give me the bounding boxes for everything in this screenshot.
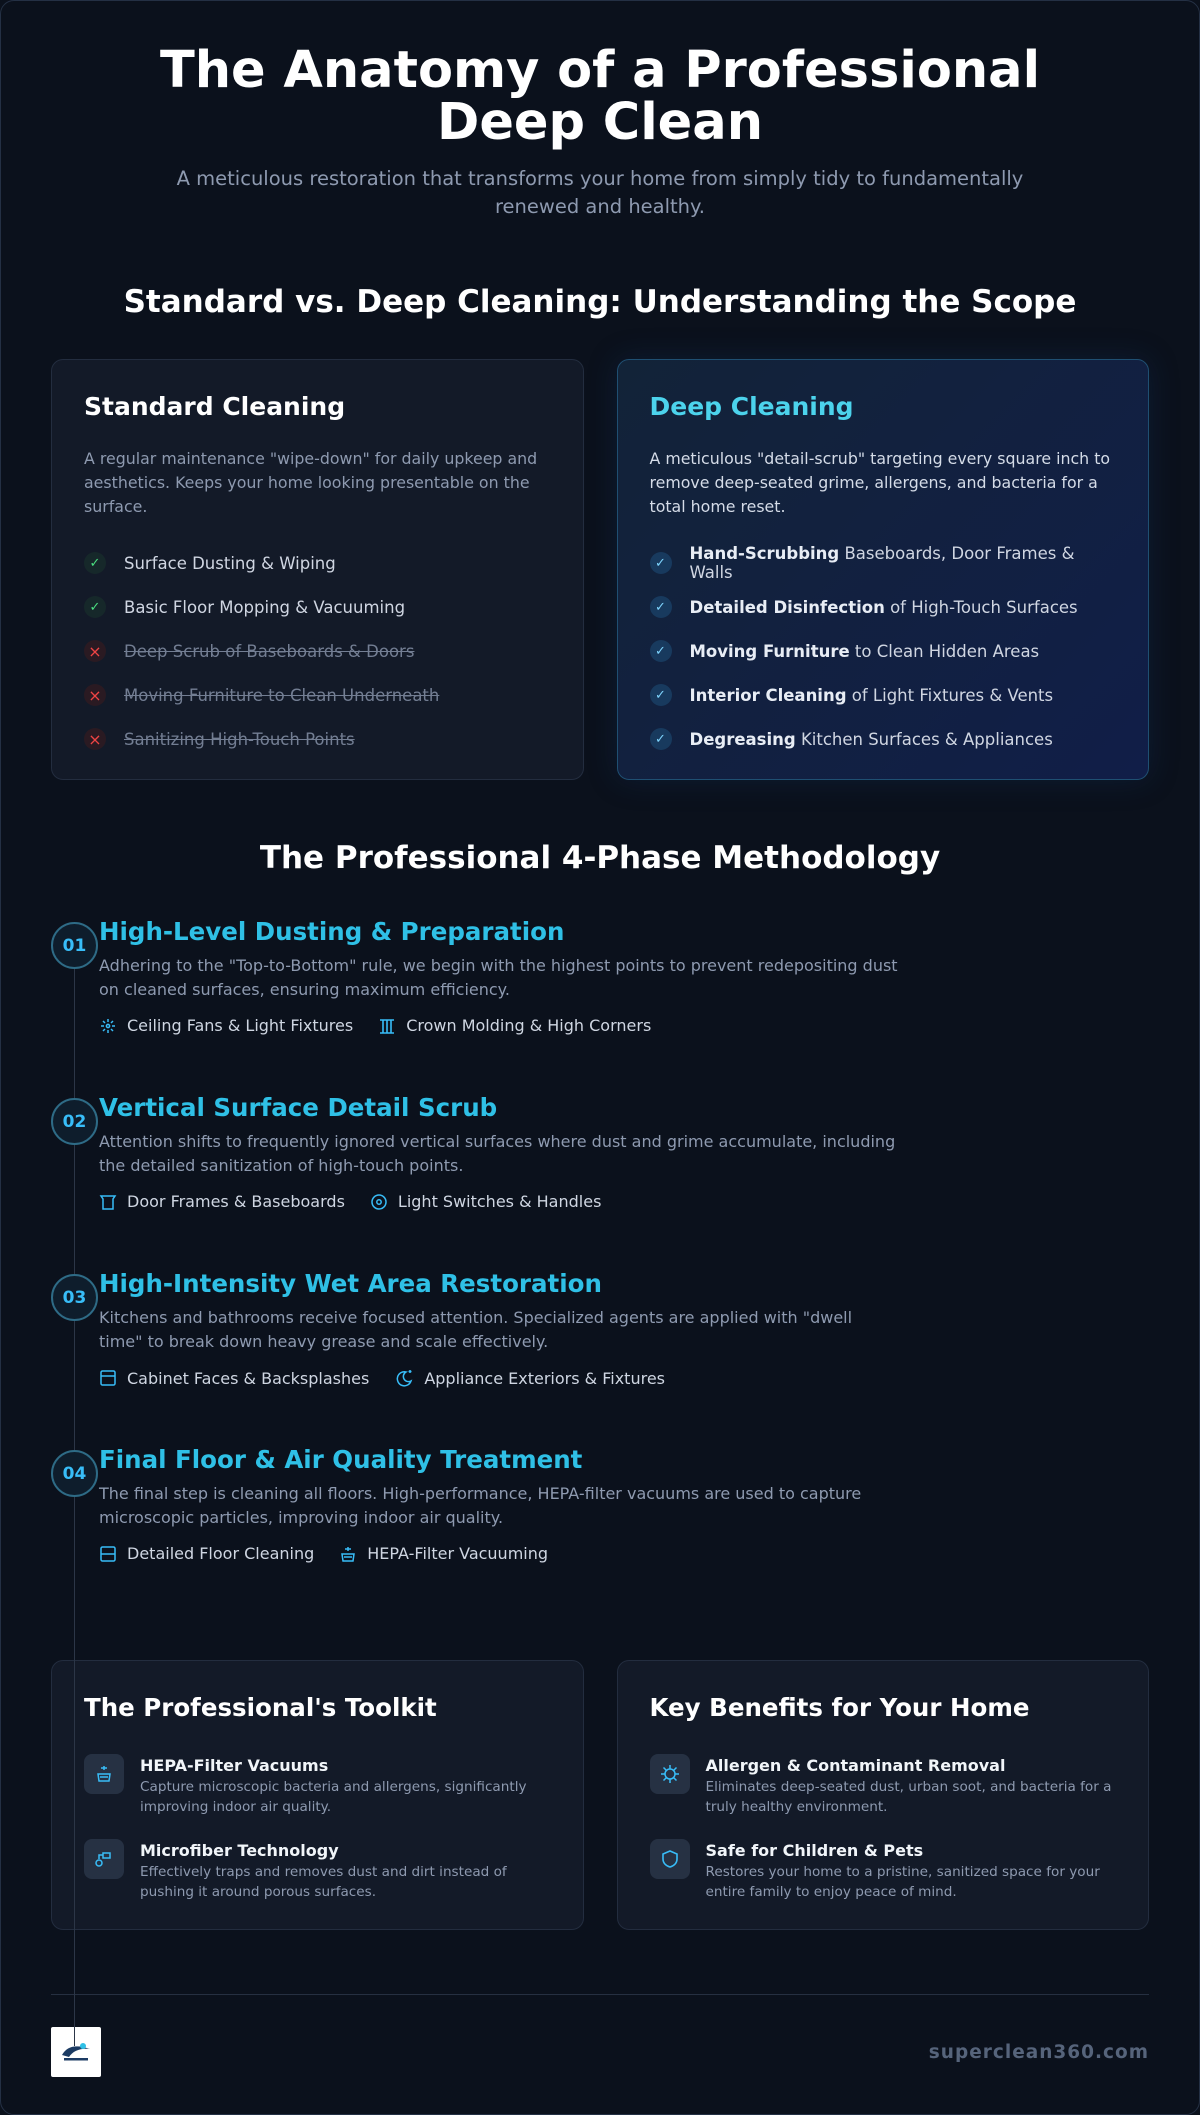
- list-item-emphasis: Detailed Disinfection: [689, 597, 885, 617]
- phase-tag: [378, 1016, 651, 1035]
- toolkit-card: [51, 1660, 584, 1930]
- list-item: [84, 717, 551, 761]
- phase-tag: [99, 1544, 314, 1563]
- list-item-label: of Light Fixtures & Vents: [846, 685, 1054, 705]
- benefit-item-text: [706, 1839, 1117, 1902]
- toolkit-item: [84, 1754, 551, 1817]
- phase-tag-label: Door Frames & Baseboards: [127, 1192, 345, 1211]
- deep-checklist: [650, 541, 1117, 761]
- standard-card-title: Standard Cleaning: [84, 392, 346, 421]
- cross-icon: ×: [84, 684, 106, 706]
- benefit-item-description: Restores your home to a pristine, sanitized space for your entire family to enjoy peace of mind.: [705, 1864, 1100, 1900]
- phase-tags: [99, 1016, 899, 1035]
- benefit-item-title: Safe for Children & Pets: [705, 1841, 924, 1860]
- toolkit-item-title: Microfiber Technology: [140, 1841, 339, 1860]
- phase-item: [51, 917, 1149, 1098]
- phase-number: 01: [51, 922, 98, 969]
- phase-item: [51, 1093, 1149, 1274]
- cross-icon: ×: [84, 728, 106, 750]
- phase-title: Final Floor & Air Quality Treatment: [99, 1445, 583, 1474]
- company-logo[interactable]: [51, 2027, 101, 2077]
- list-item: [650, 629, 1117, 673]
- vacuum-icon: [84, 1754, 124, 1794]
- phase-timeline: [51, 917, 1149, 1626]
- list-item-emphasis: Degreasing: [689, 729, 796, 749]
- cabinet-icon: [99, 1369, 117, 1387]
- floor-icon: [99, 1545, 117, 1563]
- vacuum-icon: [339, 1545, 357, 1563]
- logo-icon: [58, 2040, 94, 2064]
- benefit-item-description: Eliminates deep-seated dust, urban soot, and bacteria for a truly healthy environment.: [705, 1779, 1112, 1815]
- toolkit-item-title: HEPA-Filter Vacuums: [140, 1756, 329, 1775]
- phase-title: High-Level Dusting & Preparation: [99, 917, 565, 946]
- list-item: [84, 541, 551, 585]
- benefit-item: [650, 1754, 1117, 1817]
- virus-icon: [650, 1754, 690, 1794]
- phase-description: Kitchens and bathrooms receive focused attention. Specialized agents are applied with "dwell time" to break down heavy grease and scale effectively.: [99, 1308, 853, 1351]
- phase-item: [51, 1269, 1149, 1450]
- page-title: The Anatomy of a Professional Deep Clean: [159, 41, 1041, 152]
- standard-checklist: [84, 541, 551, 761]
- phase-description: Attention shifts to frequently ignored vertical surfaces where dust and grime accumulate, including the detailed sanitization of high-touch points.: [99, 1132, 896, 1175]
- toolkit-item: [84, 1839, 551, 1902]
- check-icon: ✓: [84, 596, 106, 618]
- list-item-label: of High-Touch Surfaces: [884, 597, 1078, 617]
- phase-number: 04: [51, 1450, 98, 1497]
- scope-section-title: Standard vs. Deep Cleaning: Understanding the Scope: [123, 284, 1077, 320]
- phase-tags: [99, 1544, 899, 1563]
- phase-item: [51, 1445, 1149, 1626]
- deep-card-title: Deep Cleaning: [649, 392, 854, 421]
- phase-tag-label: Ceiling Fans & Light Fixtures: [127, 1016, 354, 1035]
- phase-content: [99, 1445, 899, 1563]
- info-cards: [51, 1660, 1149, 1930]
- cross-icon: ×: [84, 640, 106, 662]
- footer-divider: [51, 1994, 1149, 1995]
- phase-tag: [99, 1016, 353, 1035]
- phase-tag: [99, 1192, 345, 1211]
- phase-tag: [339, 1544, 548, 1563]
- list-item: [650, 541, 1117, 585]
- benefit-item-title: Allergen & Contaminant Removal: [705, 1756, 1006, 1775]
- benefit-item: [650, 1839, 1117, 1902]
- benefits-card: [617, 1660, 1150, 1930]
- list-item: [650, 585, 1117, 629]
- check-icon: ✓: [84, 552, 106, 574]
- list-item-emphasis: Hand-Scrubbing: [689, 544, 840, 563]
- website-domain[interactable]: superclean360.com: [928, 2041, 1149, 2063]
- toolkit-item-description: Effectively traps and removes dust and dirt instead of pushing it around porous surfaces.: [140, 1864, 507, 1900]
- list-item: [650, 673, 1117, 717]
- check-icon: ✓: [650, 684, 672, 706]
- list-item-label: to Clean Hidden Areas: [849, 641, 1040, 661]
- page-subtitle: A meticulous restoration that transforms your home from simply tidy to fundamentally renewed and healthy.: [176, 167, 1024, 218]
- standard-cleaning-card: [51, 359, 584, 780]
- list-item-emphasis: Interior Cleaning: [689, 685, 847, 705]
- phase-tag-label: Crown Molding & High Corners: [406, 1016, 652, 1035]
- ceiling-fan-icon: [99, 1017, 117, 1035]
- check-icon: ✓: [650, 728, 672, 750]
- list-item-label: Kitchen Surfaces & Appliances: [795, 729, 1053, 749]
- list-item: [84, 629, 551, 673]
- phase-content: [99, 917, 899, 1035]
- list-item: [650, 717, 1117, 761]
- phase-tag-label: Appliance Exteriors & Fixtures: [424, 1368, 665, 1388]
- list-item-label: Sanitizing High-Touch Points: [124, 729, 355, 749]
- methodology-section-title: The Professional 4-Phase Methodology: [259, 840, 941, 876]
- phase-tags: [99, 1368, 899, 1388]
- toolkit-title: The Professional's Toolkit: [84, 1693, 437, 1722]
- phase-tag-label: Light Switches & Handles: [397, 1192, 602, 1211]
- check-icon: ✓: [650, 596, 672, 618]
- sparkle-icon: [394, 1368, 414, 1388]
- phase-content: [99, 1093, 899, 1211]
- hero: [51, 1, 1149, 221]
- phase-tag: [394, 1368, 665, 1388]
- standard-card-description: A regular maintenance "wipe-down" for daily upkeep and aesthetics. Keeps your home looking presentable on the surface.: [84, 449, 538, 516]
- phase-title: Vertical Surface Detail Scrub: [99, 1093, 498, 1122]
- toolkit-item-text: [140, 1839, 551, 1902]
- phase-number: 03: [51, 1274, 98, 1321]
- phase-content: [99, 1269, 899, 1388]
- phase-tag-label: HEPA-Filter Vacuuming: [367, 1544, 549, 1563]
- door-frame-icon: [99, 1193, 117, 1211]
- deep-card-description: A meticulous "detail-scrub" targeting every square inch to remove deep-seated grime, allergens, and bacteria for a total home reset.: [649, 449, 1111, 516]
- phase-tag: [370, 1192, 602, 1211]
- phase-number: 02: [51, 1098, 98, 1145]
- phase-tag-label: Detailed Floor Cleaning: [127, 1544, 315, 1563]
- list-item-label: Basic Floor Mopping & Vacuuming: [124, 597, 406, 617]
- list-item-label: Moving Furniture to Clean Underneath: [124, 685, 440, 705]
- benefits-title: Key Benefits for Your Home: [649, 1693, 1030, 1722]
- list-item-label: Baseboards, Door Frames & Walls: [689, 544, 1075, 582]
- list-item: [84, 673, 551, 717]
- spray-icon: [84, 1839, 124, 1879]
- column-icon: [378, 1017, 396, 1035]
- list-item: [84, 585, 551, 629]
- toolkit-item-text: [140, 1754, 551, 1817]
- phase-tag-label: Cabinet Faces & Backsplashes: [127, 1368, 370, 1388]
- check-icon: ✓: [650, 640, 672, 662]
- phase-description: The final step is cleaning all floors. High-performance, HEPA-filter vacuums are used to capture microscopic particles, improving indoor air quality.: [99, 1484, 862, 1527]
- list-item-label: Surface Dusting & Wiping: [124, 553, 336, 573]
- footer: [51, 2027, 1149, 2077]
- shield-icon: [650, 1839, 690, 1879]
- comparison-cards: [51, 359, 1149, 780]
- toolkit-item-description: Capture microscopic bacteria and allergens, significantly improving indoor air quality.: [140, 1779, 527, 1815]
- deep-cleaning-card: [617, 359, 1150, 780]
- phase-tag: [99, 1368, 369, 1388]
- list-item-label: Deep Scrub of Baseboards & Doors: [124, 641, 415, 661]
- phase-tags: [99, 1192, 899, 1211]
- phase-title: High-Intensity Wet Area Restoration: [99, 1269, 602, 1298]
- check-icon: ✓: [650, 552, 672, 574]
- benefit-item-text: [706, 1754, 1117, 1817]
- switch-icon: [370, 1193, 388, 1211]
- list-item-emphasis: Moving Furniture: [689, 641, 850, 661]
- phase-description: Adhering to the "Top-to-Bottom" rule, we begin with the highest points to prevent redepositing dust on cleaned surfaces, ensuring maximum efficiency.: [99, 956, 898, 999]
